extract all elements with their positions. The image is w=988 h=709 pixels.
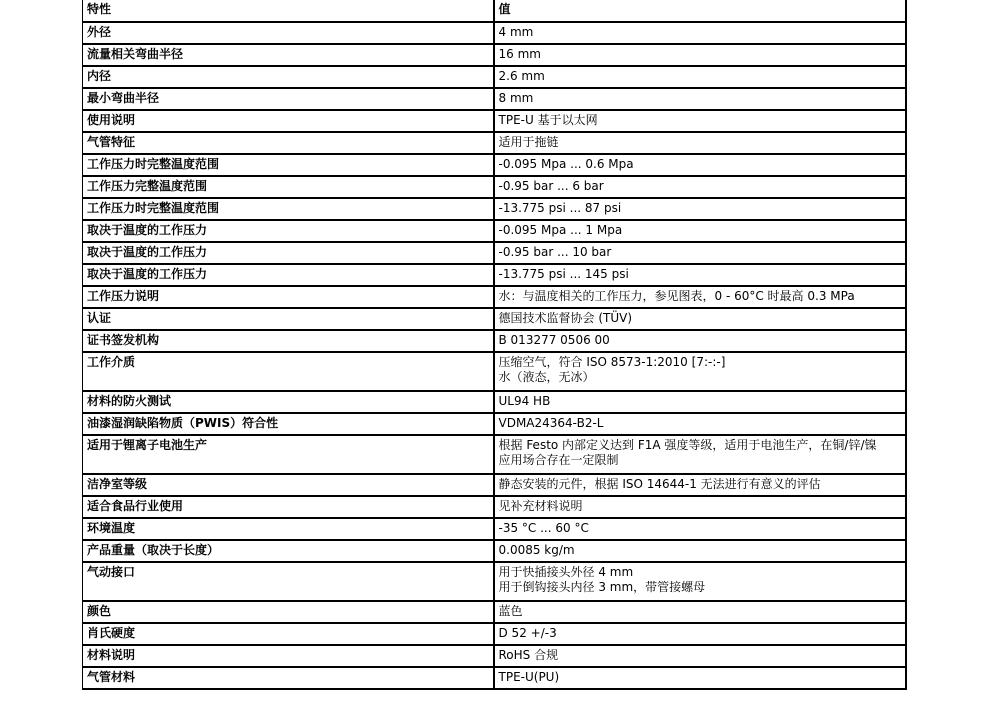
- table-row: [83, 645, 906, 667]
- property-cell: 工作压力时完整温度范围: [83, 198, 494, 220]
- value-cell: UL94 HB: [494, 391, 906, 413]
- property-cell: 气管特征: [83, 132, 494, 154]
- value-cell: -0.95 bar ... 10 bar: [494, 242, 906, 264]
- value-line: 用于快插接头外径 4 mm: [498, 564, 634, 579]
- property-cell: 洁净室等级: [83, 474, 494, 496]
- table-row: [83, 220, 906, 242]
- value-cell: RoHS 合规: [494, 645, 906, 667]
- property-cell: 使用说明: [83, 110, 494, 132]
- table-row: [83, 496, 906, 518]
- property-cell: 适合食品行业使用: [83, 496, 494, 518]
- table-row: [83, 242, 906, 264]
- table-row: [83, 308, 906, 330]
- property-cell: 气管材料: [83, 667, 494, 689]
- value-cell: -0.095 Mpa ... 1 Mpa: [494, 220, 906, 242]
- value-cell: TPE-U 基于以太网: [494, 110, 906, 132]
- property-cell: 工作压力完整温度范围: [83, 176, 494, 198]
- property-cell: 材料说明: [83, 645, 494, 667]
- property-cell: 取决于温度的工作压力: [83, 242, 494, 264]
- value-line: 压缩空气，符合 ISO 8573-1:2010 [7:-:-]: [498, 354, 726, 369]
- table-row: [83, 44, 906, 66]
- table-row: [83, 391, 906, 413]
- property-cell: 油漆湿润缺陷物质（PWIS）符合性: [83, 413, 494, 435]
- table-row: [83, 623, 906, 645]
- value-cell: 静态安装的元件，根据 ISO 14644-1 无法进行有意义的评估: [494, 474, 906, 496]
- table-header-row: [83, 0, 906, 22]
- value-cell: 德国技术监督协会 (TÜV): [494, 308, 906, 330]
- value-line: 用于倒钩接头内径 3 mm，带管接螺母: [498, 579, 706, 594]
- property-cell: 产品重量（取决于长度）: [83, 540, 494, 562]
- table-row: [83, 518, 906, 540]
- table-row: [83, 540, 906, 562]
- table-row: [83, 66, 906, 88]
- table-row: [83, 330, 906, 352]
- table-row: [83, 435, 906, 474]
- value-cell: 蓝色: [494, 601, 906, 623]
- table-row: [83, 132, 906, 154]
- value-cell: 水：与温度相关的工作压力，参见图表，0 - 60°C 时最高 0.3 MPa: [494, 286, 906, 308]
- value-cell: -13.775 psi ... 87 psi: [494, 198, 906, 220]
- table-row: [83, 198, 906, 220]
- value-cell: -0.095 Mpa ... 0.6 Mpa: [494, 154, 906, 176]
- property-cell: 证书签发机构: [83, 330, 494, 352]
- property-cell: 工作压力时完整温度范围: [83, 154, 494, 176]
- value-cell: -35 °C ... 60 °C: [494, 518, 906, 540]
- value-cell: B 013277 0506 00: [494, 330, 906, 352]
- value-cell: 适用于拖链: [494, 132, 906, 154]
- value-cell: TPE-U(PU): [494, 667, 906, 689]
- value-cell: 0.0085 kg/m: [494, 540, 906, 562]
- header-property: 特性: [83, 0, 494, 22]
- spec-table: [82, 0, 907, 690]
- value-line: 水（液态，无冰）: [498, 369, 595, 384]
- table-row: [83, 601, 906, 623]
- value-line: 根据 Festo 内部定义达到 F1A 强度等级，适用于电池生产，在铜/锌/镍: [498, 437, 877, 452]
- property-cell: 环境温度: [83, 518, 494, 540]
- table-row: [83, 667, 906, 689]
- property-cell: 适用于锂离子电池生产: [83, 435, 494, 474]
- table-row: [83, 22, 906, 44]
- property-cell: 肖氏硬度: [83, 623, 494, 645]
- table-row: [83, 176, 906, 198]
- property-cell: 工作压力说明: [83, 286, 494, 308]
- value-cell: 2.6 mm: [494, 66, 906, 88]
- table-row: [83, 264, 906, 286]
- header-value: 值: [494, 0, 906, 22]
- table-row: [83, 286, 906, 308]
- table-row: [83, 154, 906, 176]
- property-cell: 认证: [83, 308, 494, 330]
- table-row: [83, 562, 906, 601]
- table-row: [83, 413, 906, 435]
- property-cell: 材料的防火测试: [83, 391, 494, 413]
- value-cell: D 52 +/-3: [494, 623, 906, 645]
- value-cell: [494, 562, 906, 601]
- table-row: [83, 352, 906, 391]
- property-cell: 取决于温度的工作压力: [83, 220, 494, 242]
- table-row: [83, 110, 906, 132]
- value-cell: [494, 435, 906, 474]
- property-cell: 工作介质: [83, 352, 494, 391]
- value-cell: [494, 352, 906, 391]
- value-cell: -13.775 psi ... 145 psi: [494, 264, 906, 286]
- property-cell: 气动接口: [83, 562, 494, 601]
- value-cell: 4 mm: [494, 22, 906, 44]
- value-cell: 8 mm: [494, 88, 906, 110]
- value-cell: 见补充材料说明: [494, 496, 906, 518]
- table-row: [83, 474, 906, 496]
- value-line: 应用场合存在一定限制: [498, 452, 619, 467]
- property-cell: 外径: [83, 22, 494, 44]
- value-cell: -0.95 bar ... 6 bar: [494, 176, 906, 198]
- property-cell: 最小弯曲半径: [83, 88, 494, 110]
- value-cell: VDMA24364-B2-L: [494, 413, 906, 435]
- property-cell: 流量相关弯曲半径: [83, 44, 494, 66]
- property-cell: 内径: [83, 66, 494, 88]
- table-row: [83, 88, 906, 110]
- property-cell: 颜色: [83, 601, 494, 623]
- property-cell: 取决于温度的工作压力: [83, 264, 494, 286]
- value-cell: 16 mm: [494, 44, 906, 66]
